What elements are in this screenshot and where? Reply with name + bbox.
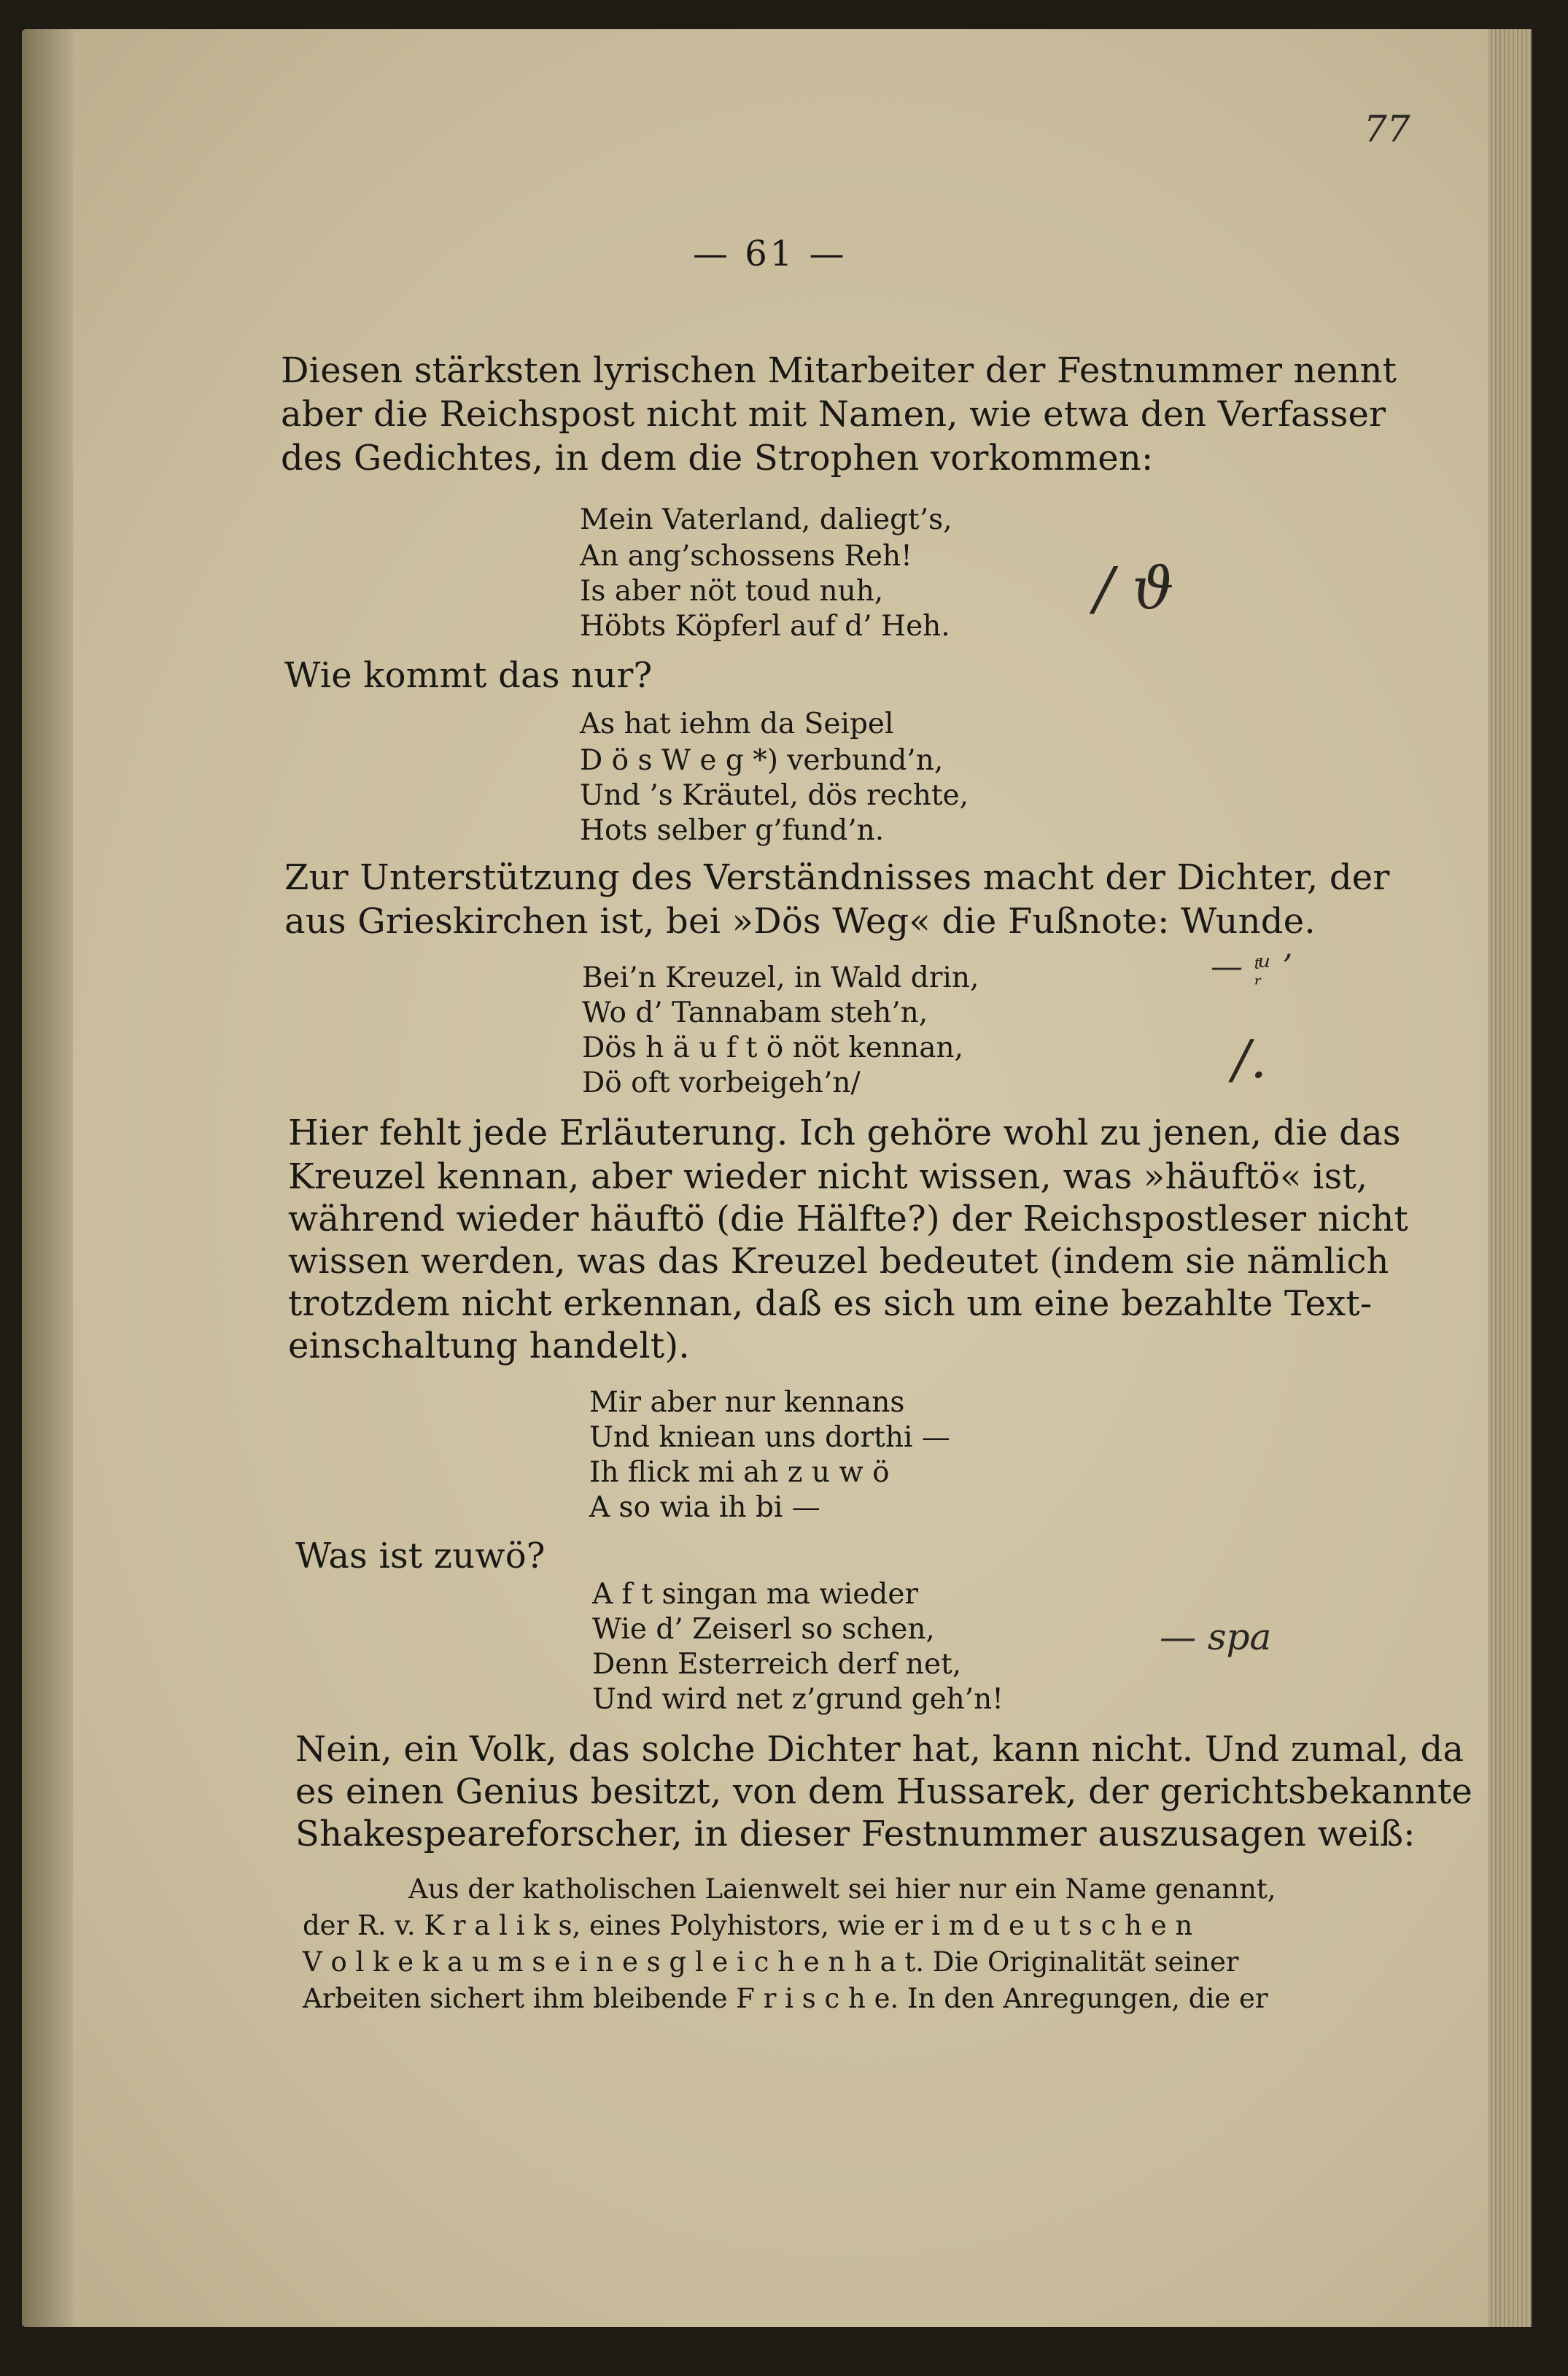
verse-line: Dös h ä u f t ö nöt kennan,: [582, 1032, 963, 1064]
quote-line: Aus der katholischen Laienwelt sei hier nur ein Name genannt,: [408, 1873, 1276, 1905]
folio-number: 77: [1364, 108, 1410, 150]
text-line: trotzdem nicht erkennan, daß es sich um eine bezahlte Text-: [288, 1283, 1373, 1324]
text-line: Zur Unterstützung des Verständnisses macht der Dichter, der: [284, 857, 1390, 898]
page-number: — 61 —: [693, 233, 847, 274]
verse-line: Denn Esterreich derf net,: [592, 1648, 962, 1681]
verse-line: Mein Vaterland, daliegt’s,: [580, 503, 952, 536]
verse-line: Bei’n Kreuzel, in Wald drin,: [582, 961, 979, 994]
quote-line: V o l k e k a u m s e i n e s g l e i c h e n h a t. Die Originalität seiner: [303, 1946, 1239, 1978]
quote-line: Arbeiten sichert ihm bleibende F r i s c h e. In den Anregungen, die er: [303, 1983, 1268, 2014]
verse-line: Is aber nöt toud nuh,: [580, 575, 884, 608]
page-edges: [1488, 29, 1532, 2327]
verse-line: Und wird net z’grund geh’n!: [592, 1683, 1004, 1716]
verse-line: A so wia ih bi —: [589, 1491, 820, 1524]
margin-annotation: — spa: [1160, 1616, 1272, 1658]
question-line: Was ist zuwö?: [295, 1536, 546, 1576]
text-line: des Gedichtes, in dem die Strophen vorkommen:: [281, 438, 1154, 479]
margin-annotation: — ᵗ᷊ᵘ ʼ: [1211, 948, 1292, 986]
verse-line: Hots selber g’fund’n.: [580, 814, 885, 847]
text-line: wissen werden, was das Kreuzel bedeutet (indem sie nämlich: [288, 1241, 1389, 1282]
text-line: Diesen stärksten lyrischen Mitarbeiter der Festnummer nennt: [281, 350, 1397, 391]
verse-line: D ö s W e g *) verbund’n,: [580, 744, 944, 777]
text-line: einschaltung handelt).: [288, 1326, 690, 1366]
verse-line: As hat iehm da Seipel: [580, 708, 894, 740]
verse-line: An ang’schossens Reh!: [580, 540, 912, 573]
text-line: aus Grieskirchen ist, bei »Dös Weg« die Fußnote: Wunde.: [284, 901, 1316, 942]
text-line: Kreuzel kennan, aber wieder nicht wissen, was »häuftö« ist,: [288, 1156, 1368, 1197]
verse-line: Und kniean uns dorthi —: [589, 1421, 950, 1454]
book-spine: [22, 29, 73, 2327]
verse-line: A f t singan ma wieder: [592, 1578, 919, 1611]
verse-line: Ih flick mi ah z u w ö: [589, 1456, 890, 1489]
verse-line: Wo d’ Tannabam steh’n,: [582, 997, 928, 1029]
margin-annotation: /.: [1233, 1029, 1268, 1090]
quote-line: der R. v. K r a l i k s, eines Polyhistors, wie er i m d e u t s c h e n: [303, 1910, 1193, 1941]
text-line: es einen Genius besitzt, von dem Hussarek, der gerichtsbekannte: [295, 1771, 1473, 1812]
text-line: aber die Reichspost nicht mit Namen, wie etwa den Verfasser: [281, 394, 1386, 435]
verse-line: Dö oft vorbeigeh’n/: [582, 1067, 861, 1099]
margin-annotation: / ϑ: [1094, 554, 1174, 622]
text-line: während wieder häuftö (die Hälfte?) der Reichspostleser nicht: [288, 1199, 1408, 1239]
text-line: Hier fehlt jede Erläuterung. Ich gehöre wohl zu jenen, die das: [288, 1112, 1401, 1153]
verse-line: Wie d’ Zeiserl so schen,: [592, 1613, 935, 1646]
text-line: Shakespeareforscher, in dieser Festnummer auszusagen weiß:: [295, 1814, 1416, 1854]
verse-line: Und ’s Kräutel, dös rechte,: [580, 779, 969, 812]
verse-line: Mir aber nur kennans: [589, 1386, 905, 1419]
text-line: Nein, ein Volk, das solche Dichter hat, kann nicht. Und zumal, da: [295, 1729, 1464, 1770]
question-line: Wie kommt das nur?: [284, 655, 653, 696]
verse-line: Höbts Köpferl auf d’ Heh.: [580, 610, 950, 643]
